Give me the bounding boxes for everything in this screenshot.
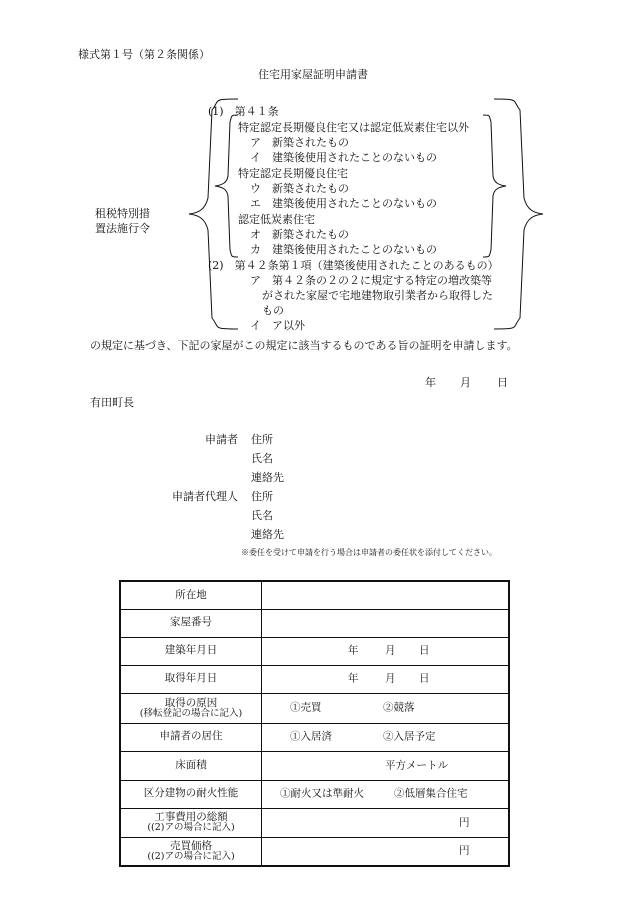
agent-contact-label: 連絡先 [251,528,284,541]
agent-name-label: 氏名 [251,509,273,522]
clause-2-line: ア 第４２条の２の２に規定する特定の増改築等 [250,274,492,287]
acquisition-cause-note: (移転登記の場合に記入) [139,707,243,719]
sale-price-title: 売買価格 [170,839,212,852]
clause-1-line: オ 新築されたもの [250,228,349,241]
table-row [120,751,509,780]
construction-cost-note: ((2)アの場合に記入) [147,822,235,834]
table-row [120,780,509,808]
construction-cost-value[interactable] [262,808,510,837]
acquisition-month-unit: 月 [385,672,396,685]
acquisition-cause-title: 取得の原因 [164,696,218,709]
clause-2-line: がされた家屋で宅地建物取引業者から取得した [262,289,493,302]
applicant-address-label: 住所 [251,433,273,446]
floor-area-unit: 平方メートル [385,758,448,771]
inner-right-brace [483,115,506,257]
fire-resistance-option-fireproof[interactable]: ①耐火又は準耐火 [280,787,364,800]
location-value[interactable] [262,581,510,609]
sale-price-label [120,837,262,866]
clause-1-line: 特定認定長期優良住宅 [238,167,348,180]
table-row [120,609,509,637]
table-row [120,837,509,866]
house-number-value[interactable] [262,609,510,637]
inner-left-brace [215,115,238,257]
date-year-label: 年 [425,376,436,389]
outer-right-brace [494,99,543,329]
clause-1-line: 特定認定長期優良住宅又は認定低炭素住宅以外 [238,121,469,134]
clause-2-line: もの [262,304,284,317]
agent-label: 申請者代理人 [172,490,238,503]
fire-resistance-label: 区分建物の耐火性能 [120,780,262,808]
residence-label: 申請者の居住 [120,723,262,751]
addressee: 有田町長 [90,396,134,409]
acquisition-date-value[interactable] [262,665,510,693]
law-name-line2: 置法施行令 [95,222,150,235]
applicant-name-label: 氏名 [251,452,273,465]
agent-address-label: 住所 [251,490,273,503]
acquisition-date-label: 取得年月日 [120,665,262,693]
residence-option-moved-in[interactable]: ①入居済 [290,730,332,743]
table-row [120,808,509,837]
location-label: 所在地 [120,581,262,609]
power-of-attorney-note: ※委任を受けて申請を行う場合は申請者の委任状を添付してください。 [241,548,497,557]
table-row [120,637,509,665]
clause-2-header: (2) 第４２条第１項（建築後使用されたことのあるもの） [208,259,499,272]
applicant-contact-label: 連絡先 [251,471,284,484]
clause-1-header: (1) 第４１条 [208,105,279,118]
form-number: 様式第１号（第２条関係） [78,48,210,61]
law-name-line1: 租税特別措 [95,207,150,220]
clause-1-line: ウ 新築されたもの [250,182,349,195]
table-row [120,693,509,723]
acquisition-cause-option-auction[interactable]: ②競落 [383,701,415,714]
construction-date-value[interactable] [262,637,510,665]
date-month-label: 月 [460,376,471,389]
date-day-label: 日 [497,376,508,389]
acquisition-day-unit: 日 [419,672,430,685]
table-row [120,665,509,693]
construction-date-label: 建築年月日 [120,637,262,665]
sale-price-note: ((2)アの場合に記入) [147,850,235,862]
floor-area-label: 床面積 [120,751,262,780]
clause-1-line: ア 新築されたもの [250,136,349,149]
floor-area-value[interactable] [262,751,510,780]
sale-price-unit: 円 [459,844,470,857]
clause-1-line: カ 建築後使用されたことのないもの [250,243,437,256]
acquisition-cause-option-sale[interactable]: ①売買 [290,701,322,714]
statement-text: の規定に基づき、下記の家屋がこの規定に該当するものである旨の証明を申請します。 [90,339,518,352]
construction-cost-unit: 円 [459,815,470,828]
fire-resistance-value [262,780,510,808]
sale-price-value[interactable] [262,837,510,866]
clause-1-line: エ 建築後使用されたことのないもの [250,197,437,210]
fire-resistance-option-low-rise[interactable]: ②低層集合住宅 [394,787,468,800]
construction-cost-title: 工事費用の総額 [154,811,228,823]
construction-day-unit: 日 [419,644,430,657]
page-title: 住宅用家屋証明申請書 [258,68,368,81]
clause-2-line: イ ア以外 [250,319,305,332]
clause-1-line: イ 建築後使用されたことのないもの [250,151,437,164]
house-number-label: 家屋番号 [120,609,262,637]
outer-left-brace [189,99,238,329]
acquisition-cause-label [120,693,262,723]
table-row [120,581,509,609]
acquisition-cause-value [262,693,510,723]
applicant-label: 申請者 [205,433,238,446]
residence-value [262,723,510,751]
property-table [119,580,510,867]
residence-option-planned[interactable]: ②入居予定 [383,730,436,743]
construction-year-unit: 年 [348,644,359,657]
construction-cost-label [120,808,262,837]
construction-month-unit: 月 [385,644,396,657]
acquisition-year-unit: 年 [348,672,359,685]
clause-1-line: 認定低炭素住宅 [238,213,315,226]
table-row [120,723,509,751]
